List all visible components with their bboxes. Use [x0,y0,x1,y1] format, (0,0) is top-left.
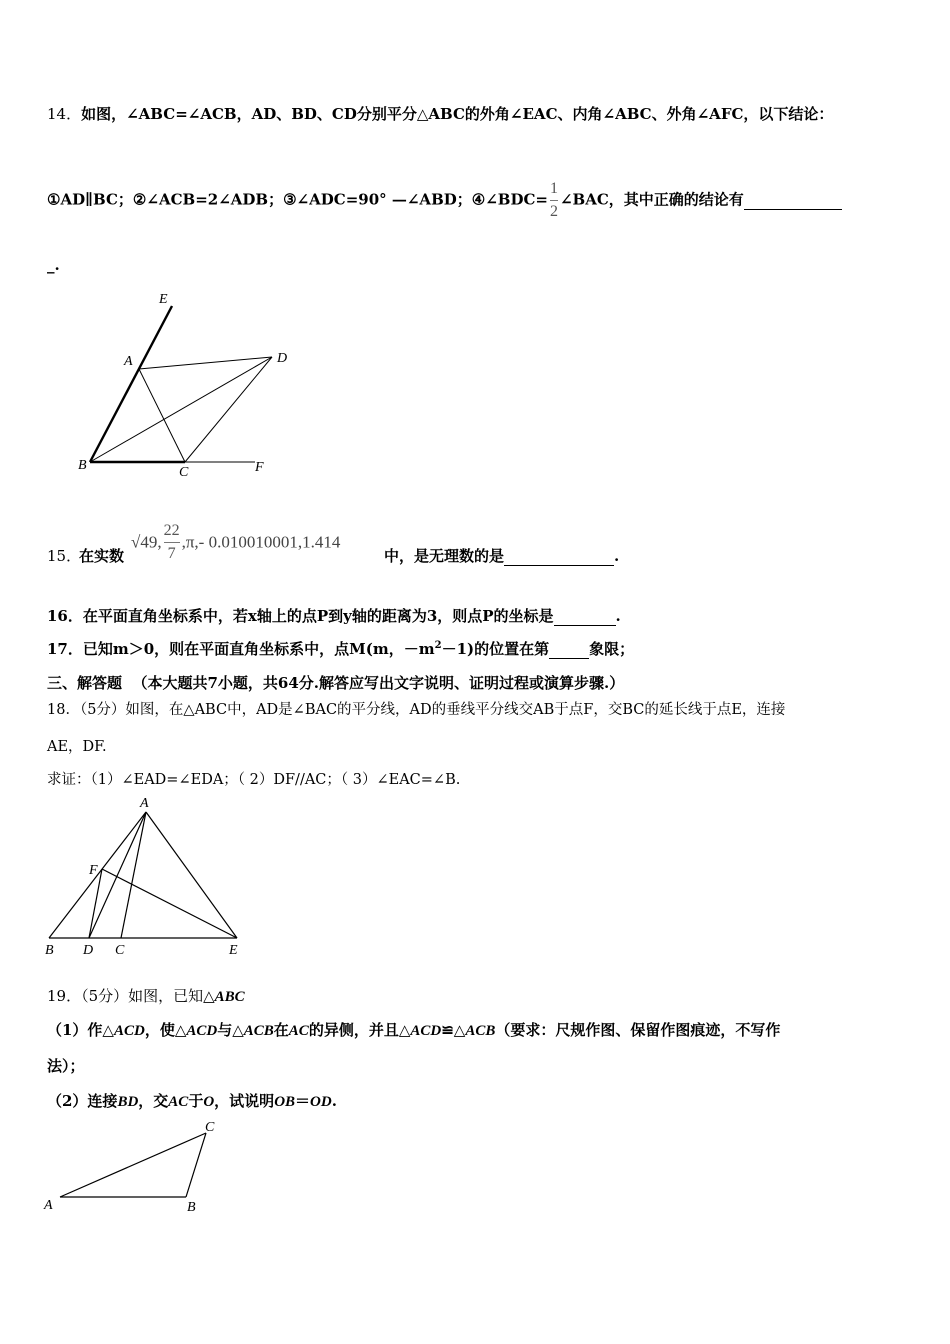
q14-line-ad [139,357,272,369]
q15-numbers-a: √49, [131,532,162,552]
q19-label-c: C [205,1120,215,1135]
q18-line3: 求证：（1）∠EAD=∠EDA；（ 2）DF//AC；（ 3）∠EAC=∠B. [47,772,461,788]
q19-figure [40,1115,230,1215]
q19-p1-b: ACD [113,1023,145,1039]
q19-p1-e: 与△ [217,1021,244,1039]
q18-label-d: D [83,943,94,958]
q17-sup: 2 [434,640,442,651]
q19-p2-e: 于 [188,1092,204,1110]
q18-label-c: C [115,943,125,958]
q19-label-a: A [44,1198,53,1213]
section3-heading [47,672,624,693]
q17-text-c: 象限； [589,640,635,658]
section3-title: 三、解答题 [47,674,123,692]
q19-p1-a: （1）作△ [47,1021,114,1039]
q19-p1-c: ，使△ [144,1021,187,1039]
q19-part1-line2: 法）； [47,1057,85,1075]
q14-line-ac [139,369,185,462]
q19-part2 [47,1090,337,1111]
q14-stem-text: 如图，∠ABC=∠ACB，AD、BD、CD分别平分△ABC的外角∠EAC、内角∠ABC、外角∠AFC，以下结论： [81,105,834,123]
q19-p2-a: （2）连接 [47,1092,118,1110]
q18-line-ae [146,812,237,938]
q18-label-a: A [140,796,149,811]
q14-conclusions-b: ∠BAC，其中正确的结论有 [559,190,744,209]
q19-p1-m: （要求：尺规作图、保留作图痕迹，不写作 [495,1021,781,1039]
q19-line1-b: ABC [214,989,245,1005]
q14-number: 14． [47,105,82,123]
q15-end: . [614,547,620,565]
q14-answer-blank [744,191,842,210]
q19-part1 [47,1019,780,1040]
q15-tail-text: 中，是无理数的是 [384,547,505,565]
q14-conclusions [47,178,842,223]
q19-line1-a: 19．（5分）如图，已知△ [47,987,215,1005]
q18-line-fe [102,869,237,938]
q19-line-ac [60,1133,206,1197]
q19-line1 [47,985,245,1006]
q18-figure [40,792,250,962]
q19-label-b: B [187,1200,196,1215]
q19-p2-b: BD [117,1094,139,1110]
q19-p1-l: ACB [465,1023,496,1039]
q14-fraction [550,178,558,223]
q14-conclusions-a: ①AD∥BC；②∠ACB=2∠ADB；③∠ADC=90° —∠ABD；④∠BDC= [47,190,548,209]
q14-label-c: C [179,465,189,480]
q14-stem [47,103,833,124]
q17-text-b: －1)的位置在第 [441,640,550,658]
q18-line-ac [121,812,146,938]
q15-fraction [164,520,180,565]
q14-frac-num: 1 [550,178,558,201]
q17 [47,638,634,659]
q14-line-cd [185,357,272,462]
q19-line-bc [186,1133,206,1197]
q16 [47,605,621,626]
q14-label-b: B [78,458,87,473]
q14-label-d: D [277,351,288,366]
q14-tail: _. [47,256,60,274]
q14-label-e: E [159,292,168,307]
q17-text-a: 17．已知m＞0，则在平面直角坐标系中，点M(m，－m [47,640,435,658]
q19-p2-f: O [203,1094,215,1110]
q19-p2-d: AC [168,1094,189,1110]
q18-line-fd [89,869,102,938]
q19-p2-h: OB [274,1094,296,1110]
q16-answer-blank [554,607,616,626]
q15-lead: 在实数 [79,547,125,565]
q19-p1-k: ≌△ [441,1021,466,1039]
q16-end: . [615,607,621,625]
q19-p2-g: ，试说明 [214,1092,275,1110]
q15-frac-num: 22 [164,520,180,543]
q19-p2-k: . [331,1092,337,1110]
q18-line2: AE，DF. [47,739,107,755]
q15-tail [384,545,619,566]
q18-label-e: E [229,943,238,958]
q16-text: 16．在平面直角坐标系中，若x轴上的点P到y轴的距离为3，则点P的坐标是 [47,607,554,625]
q15-number: 15． [47,547,82,565]
q14-label-a: A [124,354,133,369]
q18-label-b: B [45,943,54,958]
q19-p1-g: 在 [273,1021,289,1039]
q15-numbers [131,520,340,565]
q14-label-f: F [255,460,264,475]
q18-line1: 18．（5分）如图，在△ABC中，AD是∠BAC的平分线，AD的垂线平分线交AB于点F，交BC的延长线于点E，连接 [47,702,786,718]
q19-p1-h: AC [288,1023,309,1039]
q15-numbers-b: ,π,- 0.010010001,1.414 [181,532,341,552]
q19-p2-c: ，交 [138,1092,169,1110]
section3-note: （本大题共7小题，共64分.解答应写出文字说明、证明过程或演算步骤.） [132,674,625,692]
q14-frac-den: 2 [549,203,558,220]
q17-answer-blank [549,640,589,659]
q19-p1-d: ACD [186,1023,218,1039]
q18-label-f: F [89,863,98,878]
q19-p1-j: ACD [410,1023,442,1039]
q15-frac-den: 7 [167,545,176,562]
q15-answer-blank [504,547,614,566]
q19-p1-i: 的异侧，并且△ [308,1021,411,1039]
q19-p1-f: ACB [243,1023,274,1039]
q19-p2-j: OD [310,1094,332,1110]
q19-p2-i: ＝ [295,1092,311,1110]
q14-figure [75,292,305,482]
